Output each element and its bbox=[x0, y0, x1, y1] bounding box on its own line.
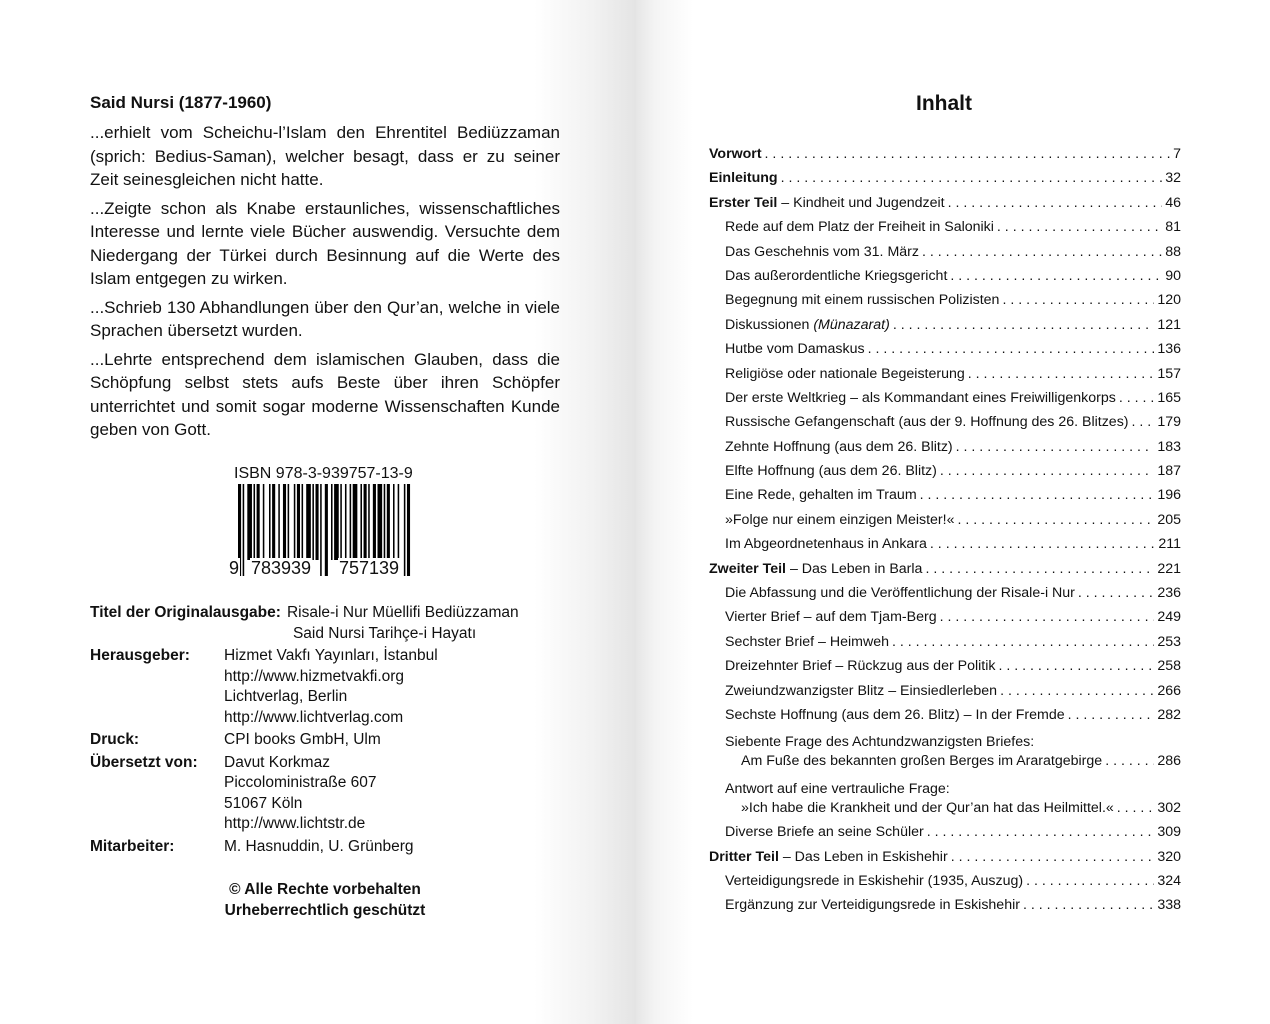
toc-leader-dots bbox=[1026, 873, 1154, 889]
toc-entry-title bbox=[725, 585, 1075, 601]
barcode-bar bbox=[373, 484, 376, 560]
toc-page-number: 7 bbox=[1173, 146, 1181, 162]
toc-page-number: 282 bbox=[1157, 706, 1181, 723]
toc-page-number: 196 bbox=[1157, 487, 1181, 504]
barcode-bar bbox=[393, 484, 395, 560]
toc-page-number: 183 bbox=[1157, 438, 1181, 455]
toc-entry-text: Das Geschehnis vom 31. März bbox=[725, 243, 919, 260]
toc-page-number: 120 bbox=[1157, 292, 1181, 309]
barcode-bar bbox=[272, 484, 275, 560]
toc-entry-text: Der erste Weltkrieg – als Kommandant eines Freiwilligenkorps bbox=[725, 389, 1116, 406]
toc-entry-text: Elfte Hoffnung (aus dem 26. Blitz) bbox=[725, 463, 937, 480]
toc-entry-title bbox=[725, 463, 937, 479]
toc-entry-text: – Das Leben in Eskishehir bbox=[778, 848, 948, 865]
barcode-bar bbox=[384, 484, 386, 560]
toc-page-number: 236 bbox=[1157, 585, 1181, 602]
barcode-bar bbox=[316, 484, 319, 560]
original-title-label: Titel der Originalausgabe: bbox=[90, 604, 281, 621]
author-heading: Said Nursi (1877-1960) bbox=[90, 93, 272, 112]
barcode-digit-first: 9 bbox=[229, 558, 240, 578]
toc-page-number: 286 bbox=[1157, 753, 1181, 770]
toc-entry-title bbox=[709, 561, 922, 577]
toc-part-entry bbox=[709, 170, 1181, 194]
toc-leader-dots bbox=[1068, 707, 1155, 723]
barcode-bar bbox=[378, 484, 383, 560]
toc-entry-title bbox=[725, 268, 947, 284]
toc-entry-title bbox=[709, 849, 948, 865]
toc-entry-text: Vierter Brief – auf dem Tjam-Berg bbox=[725, 609, 937, 626]
bio-paragraph: ...Lehrte entsprechend dem islamischen Glauben, dass die Schöpfung selbst stets aufs Beste über ihren Schöpfer unterrichtet und somit sogar moderne Wissenschaften Kunde geben von Gott. bbox=[90, 349, 560, 439]
toc-entry-text: Diskussionen bbox=[725, 316, 814, 333]
toc-leader-dots bbox=[1023, 897, 1154, 913]
toc-page-number: 88 bbox=[1165, 243, 1181, 260]
toc-entry-text: Zweiundzwanzigster Blitz – Einsiedlerleben bbox=[725, 682, 998, 699]
toc-entry-text: »Folge nur einem einzigen Meister!« bbox=[725, 511, 955, 528]
toc-leader-dots bbox=[968, 366, 1155, 382]
toc-entry-italic: (Münazarat) bbox=[813, 316, 890, 333]
original-title-line: Risale-i Nur Müellifi Bediüzzaman bbox=[286, 604, 519, 621]
toc-entry-text: Religiöse oder nationale Begeisterung bbox=[725, 365, 965, 382]
staff-label: Mitarbeiter: bbox=[90, 837, 175, 855]
toc-entry bbox=[709, 753, 1181, 777]
toc-entry-title bbox=[725, 317, 890, 333]
toc-leader-dots bbox=[1002, 292, 1154, 308]
toc-leader-dots bbox=[940, 463, 1154, 479]
toc-part-label: Zweiter Teil bbox=[709, 560, 786, 577]
barcode-bar bbox=[331, 484, 333, 560]
toc-entry-text: Das außerordentliche Kriegsgericht bbox=[725, 267, 948, 284]
toc-page-number: 46 bbox=[1165, 194, 1181, 211]
toc-leader-dots bbox=[892, 634, 1154, 650]
print-row bbox=[90, 730, 590, 751]
toc-entry-text: Rede auf dem Platz der Freiheit in Saloniki bbox=[725, 219, 994, 236]
toc-entry-text: Verteidigungsrede in Eskishehir (1935, Auszug) bbox=[725, 872, 1024, 889]
translator-url: http://www.lichtstr.de bbox=[224, 815, 366, 832]
barcode-bar bbox=[345, 484, 347, 560]
toc-page-number: 81 bbox=[1165, 219, 1181, 236]
toc-page-number: 338 bbox=[1157, 897, 1181, 914]
toc-entry-title bbox=[741, 800, 1114, 816]
publisher-row bbox=[90, 646, 590, 728]
toc-entry-title bbox=[725, 634, 889, 650]
toc-entry bbox=[709, 268, 1181, 292]
toc-leader-dots bbox=[998, 658, 1154, 674]
publisher-name: Lichtverlag, Berlin bbox=[224, 688, 348, 705]
barcode-digits-left: 783939 bbox=[251, 558, 312, 578]
toc-entry-text: Am Fuße des bekannten großen Berges im Araratgebirge bbox=[741, 753, 1103, 770]
toc-leader-dots bbox=[940, 609, 1155, 625]
copyright-line: © Alle Rechte vorbehalten bbox=[229, 881, 421, 898]
toc-entry bbox=[709, 800, 1181, 824]
toc-page-number: 90 bbox=[1165, 267, 1181, 284]
toc-leader-dots bbox=[1105, 753, 1154, 769]
copyright-notice bbox=[180, 880, 470, 921]
toc-leader-dots bbox=[893, 317, 1155, 333]
toc-leader-dots bbox=[765, 146, 1171, 162]
toc-subheading: Antwort auf eine vertrauliche Frage: bbox=[725, 780, 950, 797]
toc-entry-title bbox=[709, 170, 778, 186]
toc-leader-dots bbox=[997, 219, 1162, 235]
toc-entry-title bbox=[709, 195, 945, 211]
toc-leader-dots bbox=[920, 487, 1155, 503]
publisher-label: Herausgeber: bbox=[90, 647, 190, 664]
translator-label: Übersetzt von: bbox=[90, 753, 198, 771]
toc-entry-text: – Das Leben in Barla bbox=[786, 560, 923, 577]
toc-entry-text: Ergänzung zur Verteidigungsrede in Eskishehir bbox=[725, 897, 1020, 914]
barcode-bar bbox=[302, 484, 304, 560]
translator-name: Davut Korkmaz bbox=[224, 753, 330, 771]
bio-paragraph: ...Schrieb 130 Abhandlungen über den Qur’an, welche in viele Sprachen übersetzt wurden. bbox=[90, 297, 560, 340]
toc-page-number: 221 bbox=[1157, 560, 1181, 577]
toc-leader-dots bbox=[868, 341, 1155, 357]
toc-entry bbox=[709, 585, 1181, 609]
isbn-label: ISBN 978-3-939757-13-9 bbox=[234, 465, 413, 482]
print-label: Druck: bbox=[90, 731, 140, 748]
barcode-bar bbox=[340, 484, 342, 560]
toc-entry-title bbox=[725, 707, 1065, 723]
toc-part-label: Dritter Teil bbox=[709, 848, 779, 865]
toc-entry bbox=[709, 244, 1181, 268]
toc-entry bbox=[709, 512, 1181, 536]
barcode-bar bbox=[398, 484, 400, 560]
toc-entry-text: Russische Gefangenschaft (aus der 9. Hoffnung des 26. Blitzes) bbox=[725, 414, 1129, 431]
toc-leader-dots bbox=[930, 536, 1155, 552]
toc-page-number: 205 bbox=[1157, 511, 1181, 528]
toc-entry-text: – Kindheit und Jugendzeit bbox=[777, 194, 945, 211]
toc-entry-title bbox=[709, 146, 762, 162]
toc-entry bbox=[709, 487, 1181, 511]
toc-entry bbox=[709, 292, 1181, 316]
toc-page-number: 136 bbox=[1157, 341, 1181, 358]
toc-leader-dots bbox=[1078, 585, 1154, 601]
barcode-bar bbox=[257, 484, 260, 560]
toc-leader-dots bbox=[1117, 800, 1155, 816]
barcode-bar bbox=[288, 484, 290, 560]
toc-page-number: 249 bbox=[1157, 609, 1181, 626]
toc-entry bbox=[709, 707, 1181, 731]
toc-entry bbox=[709, 897, 1181, 921]
toc-leader-dots bbox=[1119, 390, 1154, 406]
toc-entry-title bbox=[725, 658, 995, 674]
toc-entry bbox=[709, 463, 1181, 487]
toc-entry-title bbox=[725, 683, 997, 699]
imprint-block bbox=[90, 603, 590, 857]
publisher-url: http://www.hizmetvakfi.org bbox=[224, 667, 405, 685]
toc-page-number: 187 bbox=[1157, 463, 1181, 480]
toc-page-number: 32 bbox=[1165, 170, 1181, 187]
staff-row bbox=[90, 837, 590, 858]
toc-entry bbox=[709, 439, 1181, 463]
toc-part-label: Einleitung bbox=[709, 170, 778, 187]
toc-entry-text: Eine Rede, gehalten im Traum bbox=[725, 487, 917, 504]
toc-entry-title bbox=[725, 244, 919, 260]
barcode-bar bbox=[334, 484, 339, 560]
toc-page-number: 121 bbox=[1157, 316, 1181, 333]
toc-leader-dots bbox=[922, 244, 1162, 260]
barcode-bar bbox=[263, 484, 265, 560]
toc-page-number: 211 bbox=[1158, 536, 1181, 553]
barcode-bar bbox=[360, 484, 362, 560]
original-title-line: Said Nursi Tarihçe-i Hayatı bbox=[292, 624, 477, 642]
translator-row bbox=[90, 753, 590, 835]
toc-entry-title bbox=[725, 414, 1129, 430]
toc-leader-dots bbox=[950, 268, 1162, 284]
toc-page-number: 320 bbox=[1157, 848, 1181, 865]
barcode-bar bbox=[269, 484, 271, 560]
toc-entry bbox=[709, 536, 1181, 560]
toc-entry-text: Begegnung mit einem russischen Polizisten bbox=[725, 292, 1000, 309]
barcode-digits bbox=[228, 558, 418, 580]
staff-value: M. Hasnuddin, U. Grünberg bbox=[224, 837, 414, 855]
toc-page-number: 309 bbox=[1157, 824, 1181, 841]
toc-page-number: 258 bbox=[1157, 658, 1181, 675]
toc-entry bbox=[709, 219, 1181, 243]
barcode-bar bbox=[254, 484, 256, 560]
barcode-digits-right: 757139 bbox=[339, 558, 400, 578]
toc-part-label: Erster Teil bbox=[709, 194, 778, 211]
toc-page-number: 253 bbox=[1157, 633, 1181, 650]
toc-entry bbox=[709, 658, 1181, 682]
toc-entry-text: Sechster Brief – Heimweh bbox=[725, 633, 890, 650]
bio-paragraph: ...erhielt vom Scheichu-l’Islam den Ehrentitel Bediüzzaman (sprich: Bedius-Saman), welcher besagt, dass er zu seiner Zeit seinesgleichen nicht hatte. bbox=[90, 123, 560, 189]
toc-entry-title bbox=[725, 366, 965, 382]
toc-entry bbox=[709, 634, 1181, 658]
toc-entry-text: »Ich habe die Krankheit und der Qur’an hat das Heilmittel.« bbox=[741, 799, 1114, 816]
toc-entry bbox=[709, 366, 1181, 390]
toc-leader-dots bbox=[925, 561, 1154, 577]
barcode-bar bbox=[247, 484, 252, 560]
toc-entry-text: Zehnte Hoffnung (aus dem 26. Blitz) bbox=[725, 438, 953, 455]
toc-leader-dots bbox=[781, 170, 1163, 186]
barcode-bar bbox=[297, 484, 300, 560]
barcode-bar bbox=[353, 484, 358, 560]
translator-city: 51067 Köln bbox=[224, 794, 303, 812]
barcode-bar bbox=[278, 484, 280, 560]
toc-leader-dots bbox=[1132, 414, 1155, 430]
toc-leader-dots bbox=[956, 439, 1155, 455]
toc-leader-dots bbox=[927, 824, 1155, 840]
toc-page-number: 266 bbox=[1157, 682, 1181, 699]
toc-entry-title bbox=[725, 512, 955, 528]
toc-entry bbox=[709, 824, 1181, 848]
print-value: CPI books GmbH, Ulm bbox=[224, 731, 381, 748]
barcode-bar bbox=[283, 484, 286, 560]
barcode-bar bbox=[294, 484, 296, 560]
toc-page-number: 324 bbox=[1157, 872, 1181, 889]
toc-entry-title bbox=[725, 609, 937, 625]
toc-part-label: Vorwort bbox=[709, 146, 762, 162]
publisher-name: Hizmet Vakfı Yayınları, İstanbul bbox=[224, 647, 438, 664]
toc-entry bbox=[709, 414, 1181, 438]
barcode-bar bbox=[306, 484, 311, 560]
author-bio bbox=[90, 121, 560, 447]
toc-part-entry bbox=[709, 849, 1181, 873]
barcode-bar bbox=[312, 484, 314, 560]
toc-entry-title bbox=[725, 341, 865, 357]
toc-entry-text: Sechste Hoffnung (aus dem 26. Blitz) – In der Fremde bbox=[725, 706, 1065, 723]
toc-part-entry bbox=[709, 561, 1181, 585]
toc-leader-dots bbox=[1000, 683, 1154, 699]
toc-entry bbox=[709, 609, 1181, 633]
copyright-line: Urheberrechtlich geschützt bbox=[224, 901, 426, 919]
toc-entry bbox=[709, 683, 1181, 707]
publisher-url: http://www.lichtverlag.com bbox=[224, 708, 404, 726]
toc-entry bbox=[709, 341, 1181, 365]
toc-entry-title bbox=[725, 439, 953, 455]
barcode-bar bbox=[350, 484, 352, 560]
original-title-row bbox=[90, 603, 590, 644]
toc-page-number: 157 bbox=[1157, 365, 1181, 382]
toc-part-entry bbox=[709, 195, 1181, 219]
toc-leader-dots bbox=[958, 512, 1155, 528]
translator-street: Piccoloministraße 607 bbox=[224, 774, 377, 791]
toc-entry-title bbox=[725, 487, 917, 503]
bio-paragraph: ...Zeigte schon als Knabe erstaunliches, wissenschaftliches Interesse und lernte viele Bücher auswendig. Versuchte dem Niedergang der Türkei durch Besinnung auf die Werte des Islam entgegen zu wirken. bbox=[90, 198, 560, 288]
toc-entry-title bbox=[725, 824, 924, 840]
barcode-bar bbox=[368, 484, 370, 560]
toc-subheading: Siebente Frage des Achtundzwanzigsten Briefes: bbox=[725, 734, 1035, 751]
toc-part-entry bbox=[709, 146, 1181, 170]
toc-entry-text: Die Abfassung und die Veröffentlichung der Risale-i Nur bbox=[725, 585, 1075, 602]
toc-entry-title bbox=[741, 753, 1102, 769]
toc-entry-text: Diverse Briefe an seine Schüler bbox=[725, 824, 924, 841]
toc-entry-title bbox=[725, 897, 1020, 913]
table-of-contents bbox=[709, 146, 1181, 922]
toc-entry-text: Dreizehnter Brief – Rückzug aus der Politik bbox=[725, 658, 996, 675]
barcode-bar bbox=[387, 484, 390, 560]
barcode-bar bbox=[364, 484, 367, 560]
toc-page-number: 179 bbox=[1157, 414, 1181, 431]
toc-leader-dots bbox=[948, 195, 1163, 211]
toc-entry-text: Im Abgeordnetenhaus in Ankara bbox=[725, 536, 927, 553]
toc-entry-title bbox=[725, 219, 994, 235]
toc-leader-dots bbox=[951, 849, 1155, 865]
toc-entry-title bbox=[725, 390, 1116, 406]
toc-entry-title bbox=[725, 873, 1023, 889]
toc-title: Inhalt bbox=[916, 92, 972, 115]
toc-entry-text: Hutbe vom Damaskus bbox=[725, 341, 865, 358]
toc-entry-title bbox=[725, 292, 999, 308]
toc-entry bbox=[709, 873, 1181, 897]
toc-entry bbox=[709, 317, 1181, 341]
toc-entry-title bbox=[725, 536, 927, 552]
toc-entry bbox=[709, 390, 1181, 414]
toc-page-number: 302 bbox=[1157, 799, 1181, 816]
toc-page-number: 165 bbox=[1157, 389, 1181, 406]
